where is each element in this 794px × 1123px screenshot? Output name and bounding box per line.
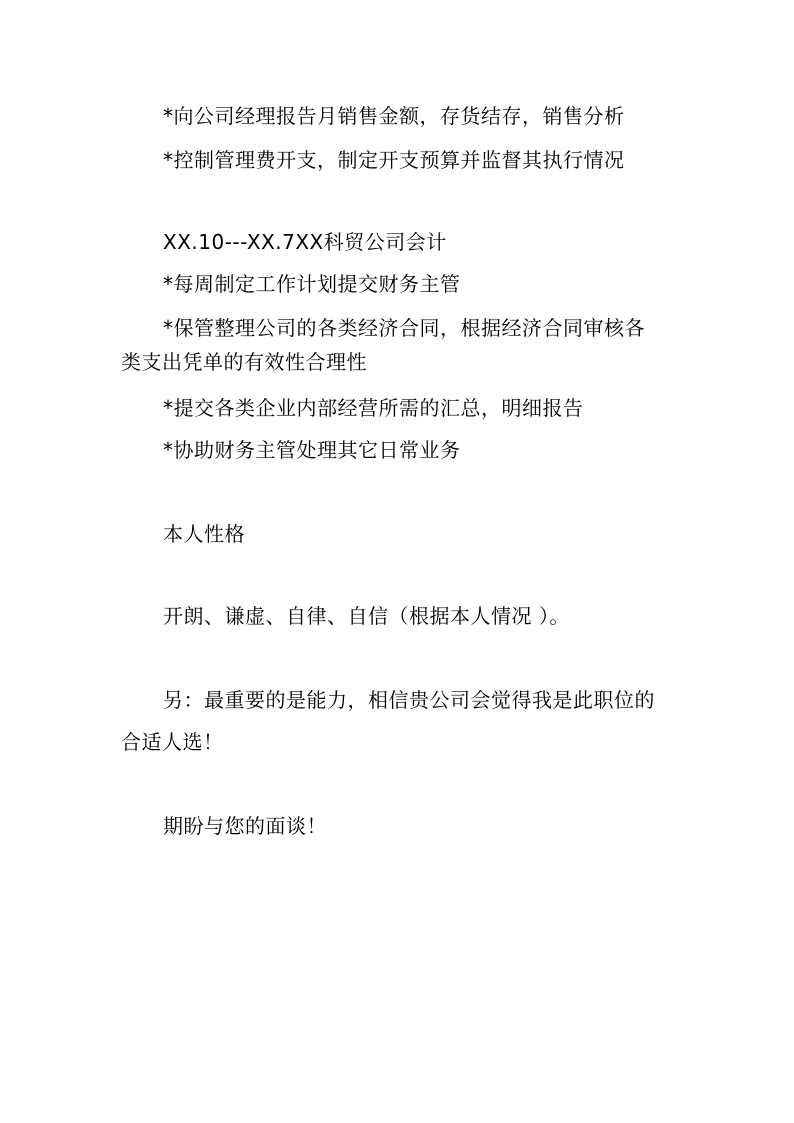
closing-statement-continued: 合适人选！ — [121, 730, 224, 754]
duty-line-reports: *提交各类企业内部经营所需的汇总，明细报告 — [163, 396, 584, 420]
closing-greeting: 期盼与您的面谈！ — [163, 814, 327, 838]
closing-statement: 另：最重要的是能力，相信贵公司会觉得我是此职位的 — [163, 688, 655, 712]
duty-line-assist: *协助财务主管处理其它日常业务 — [163, 438, 461, 462]
personality-traits: 开朗、谦虚、自律、自信（根据本人情况 ）。 — [163, 604, 570, 628]
duty-line-sales-report: *向公司经理报告月销售金额，存货结存，销售分析 — [163, 104, 625, 128]
personality-heading: 本人性格 — [163, 522, 245, 546]
duty-line-expense-control: *控制管理费开支，制定开支预算并监督其执行情况 — [163, 148, 625, 172]
duty-line-weekly-plan: *每周制定工作计划提交财务主管 — [163, 272, 461, 296]
duty-line-contracts: *保管整理公司的各类经济合同，根据经济合同审核各 — [163, 316, 645, 340]
duty-line-contracts-continued: 类支出凭单的有效性合理性 — [121, 350, 367, 374]
job-period-heading: XX.10---XX.7XX科贸公司会计 — [163, 230, 447, 254]
